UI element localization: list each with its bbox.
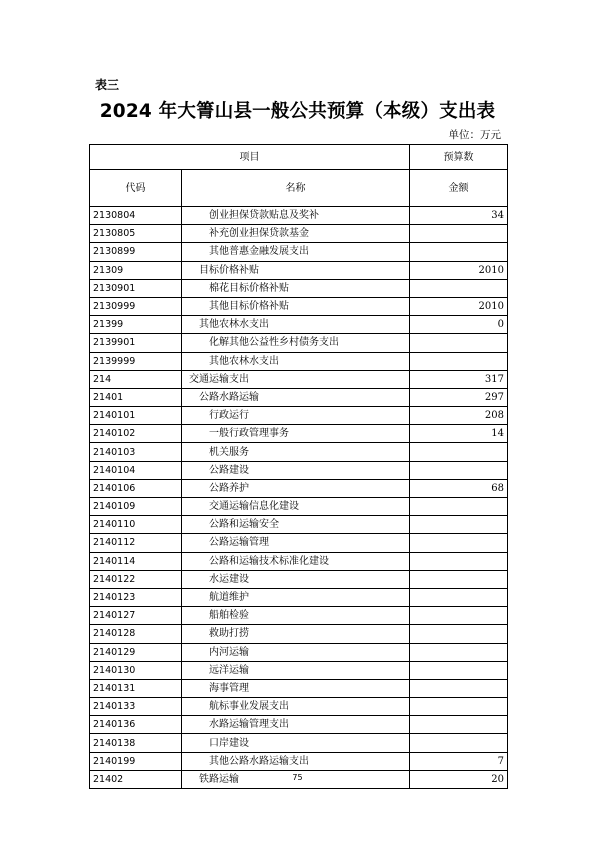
table-row [90, 734, 508, 752]
budget-table [89, 144, 508, 789]
table-row [90, 643, 508, 661]
row-amount [410, 661, 508, 679]
row-name: 棉花目标价格补贴 [182, 279, 410, 297]
row-amount: 68 [410, 479, 508, 497]
table-body [90, 207, 508, 789]
row-amount: 7 [410, 752, 508, 770]
row-name: 公路和运输技术标准化建设 [182, 552, 410, 570]
table-row [90, 316, 508, 334]
row-amount [410, 643, 508, 661]
row-amount [410, 334, 508, 352]
row-code: 21402 [90, 770, 182, 788]
row-name: 水路运输管理支出 [182, 716, 410, 734]
row-code: 2140101 [90, 407, 182, 425]
row-amount [410, 679, 508, 697]
row-code: 2130999 [90, 297, 182, 315]
row-code: 2140136 [90, 716, 182, 734]
row-amount: 2010 [410, 297, 508, 315]
row-name: 内河运输 [182, 643, 410, 661]
row-code: 2130901 [90, 279, 182, 297]
header-row-2 [90, 170, 508, 207]
row-name: 目标价格补贴 [182, 261, 410, 279]
row-name: 公路建设 [182, 461, 410, 479]
table-row [90, 534, 508, 552]
unit-label: 单位：万元 [448, 129, 501, 141]
row-name: 航标事业发展支出 [182, 698, 410, 716]
row-code: 2130899 [90, 243, 182, 261]
row-code: 2139999 [90, 352, 182, 370]
table-row [90, 479, 508, 497]
row-amount: 297 [410, 388, 508, 406]
table-row [90, 552, 508, 570]
row-amount [410, 225, 508, 243]
row-amount [410, 243, 508, 261]
table-row [90, 716, 508, 734]
row-name: 其他农林水支出 [182, 316, 410, 334]
row-code: 2140114 [90, 552, 182, 570]
table-row [90, 516, 508, 534]
header-code: 代码 [90, 170, 182, 207]
row-name: 救助打捞 [182, 625, 410, 643]
row-code: 2140112 [90, 534, 182, 552]
table-row [90, 443, 508, 461]
header-amount: 金额 [410, 170, 508, 207]
table-row [90, 698, 508, 716]
row-amount [410, 625, 508, 643]
row-code: 21309 [90, 261, 182, 279]
table-row [90, 461, 508, 479]
row-amount [410, 588, 508, 606]
row-code: 2140199 [90, 752, 182, 770]
row-name: 交通运输支出 [182, 370, 410, 388]
row-code: 2140131 [90, 679, 182, 697]
table-row [90, 334, 508, 352]
row-code: 2140103 [90, 443, 182, 461]
row-code: 2140104 [90, 461, 182, 479]
row-amount: 14 [410, 425, 508, 443]
row-amount [410, 516, 508, 534]
row-amount: 20 [410, 770, 508, 788]
row-name: 其他普惠金融发展支出 [182, 243, 410, 261]
row-name: 水运建设 [182, 570, 410, 588]
row-name: 公路和运输安全 [182, 516, 410, 534]
table-header [90, 145, 508, 207]
table-label: 表三 [95, 78, 120, 92]
row-name: 铁路运输 [182, 770, 410, 788]
row-name: 远洋运输 [182, 661, 410, 679]
table-row [90, 243, 508, 261]
row-name: 机关服务 [182, 443, 410, 461]
table-row [90, 607, 508, 625]
table-row [90, 297, 508, 315]
row-name: 公路养护 [182, 479, 410, 497]
header-budget: 预算数 [410, 145, 508, 170]
row-code: 2140130 [90, 661, 182, 679]
table-row [90, 388, 508, 406]
row-amount [410, 734, 508, 752]
row-name: 一般行政管理事务 [182, 425, 410, 443]
row-code: 2140133 [90, 698, 182, 716]
page-title: 2024 年大箐山县一般公共预算（本级）支出表 [99, 101, 496, 122]
row-code: 2140123 [90, 588, 182, 606]
row-amount: 34 [410, 207, 508, 225]
table-row [90, 570, 508, 588]
row-amount [410, 352, 508, 370]
table-row [90, 370, 508, 388]
row-code: 2140122 [90, 570, 182, 588]
row-amount: 317 [410, 370, 508, 388]
table-row [90, 207, 508, 225]
table-row [90, 352, 508, 370]
table-row [90, 498, 508, 516]
row-name: 海事管理 [182, 679, 410, 697]
header-project: 项目 [90, 145, 410, 170]
row-code: 2140129 [90, 643, 182, 661]
row-amount: 208 [410, 407, 508, 425]
row-code: 2140138 [90, 734, 182, 752]
row-name: 船舶检验 [182, 607, 410, 625]
row-amount [410, 279, 508, 297]
row-code: 2140128 [90, 625, 182, 643]
table-row [90, 752, 508, 770]
header-row-1 [90, 145, 508, 170]
row-name: 公路水路运输 [182, 388, 410, 406]
table-row [90, 279, 508, 297]
header-name: 名称 [182, 170, 410, 207]
row-code: 2140127 [90, 607, 182, 625]
row-code: 2140106 [90, 479, 182, 497]
row-amount [410, 570, 508, 588]
table-row [90, 225, 508, 243]
row-amount [410, 498, 508, 516]
row-name: 交通运输信息化建设 [182, 498, 410, 516]
row-amount [410, 607, 508, 625]
row-amount [410, 698, 508, 716]
table-row [90, 407, 508, 425]
row-code: 2130804 [90, 207, 182, 225]
table-row [90, 661, 508, 679]
row-amount [410, 552, 508, 570]
table-row [90, 679, 508, 697]
row-amount: 0 [410, 316, 508, 334]
row-name: 其他农林水支出 [182, 352, 410, 370]
table-row [90, 261, 508, 279]
table-row [90, 625, 508, 643]
row-code: 2140102 [90, 425, 182, 443]
row-amount [410, 716, 508, 734]
row-code: 2140110 [90, 516, 182, 534]
row-name: 行政运行 [182, 407, 410, 425]
row-code: 214 [90, 370, 182, 388]
table-row [90, 588, 508, 606]
row-code: 21399 [90, 316, 182, 334]
row-name: 化解其他公益性乡村债务支出 [182, 334, 410, 352]
row-name: 口岸建设 [182, 734, 410, 752]
row-name: 其他目标价格补贴 [182, 297, 410, 315]
row-amount [410, 461, 508, 479]
row-code: 2140109 [90, 498, 182, 516]
page-number: 75 [292, 773, 303, 782]
table-row [90, 425, 508, 443]
row-code: 21401 [90, 388, 182, 406]
row-name: 其他公路水路运输支出 [182, 752, 410, 770]
row-amount: 2010 [410, 261, 508, 279]
row-amount [410, 443, 508, 461]
row-code: 2130805 [90, 225, 182, 243]
row-amount [410, 534, 508, 552]
row-name: 航道维护 [182, 588, 410, 606]
row-code: 2139901 [90, 334, 182, 352]
row-name: 公路运输管理 [182, 534, 410, 552]
row-name: 补充创业担保贷款基金 [182, 225, 410, 243]
row-name: 创业担保贷款贴息及奖补 [182, 207, 410, 225]
